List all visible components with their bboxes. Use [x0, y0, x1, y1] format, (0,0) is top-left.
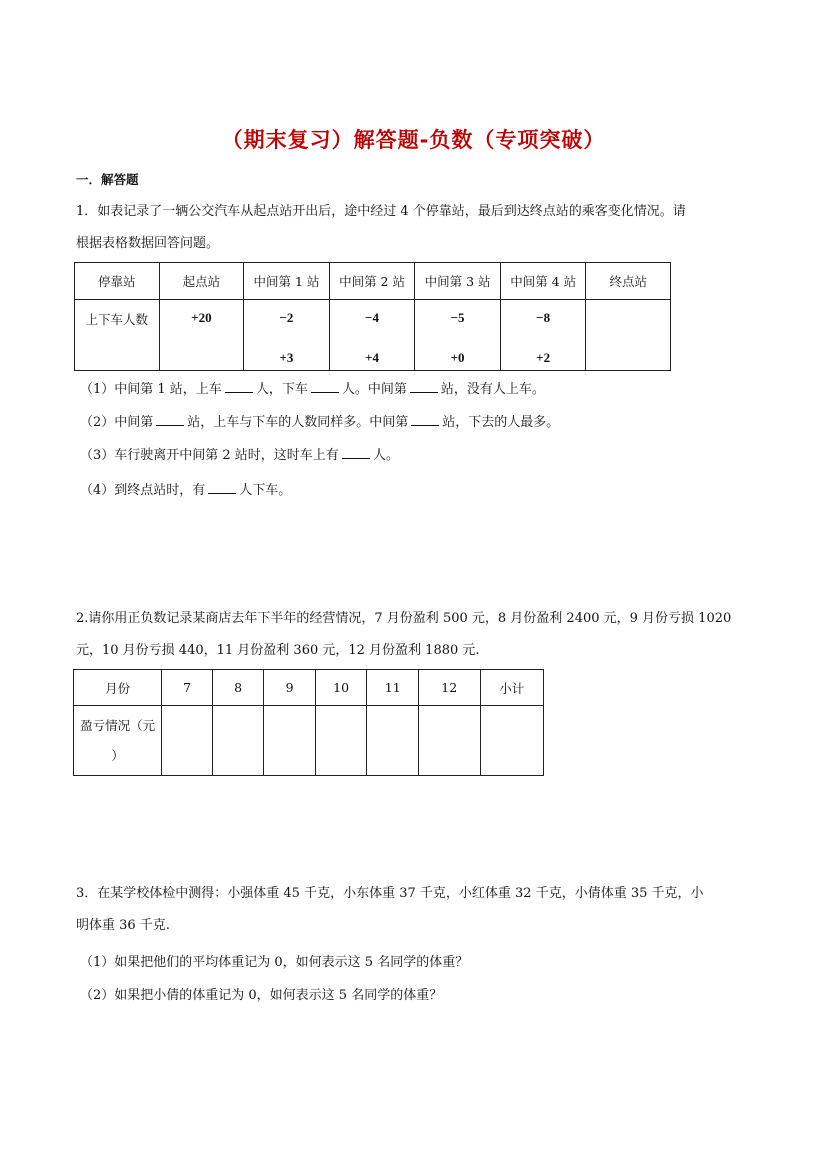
answer-blank[interactable]	[410, 380, 438, 393]
page-title: （期末复习）解答题-负数（专项突破）	[221, 128, 606, 152]
q2-text-line2: 元，10 月份亏损 440，11 月份盈利 360 元，12 月份盈利 1880 元.	[76, 643, 480, 658]
q1-sub2	[80, 411, 559, 430]
answer-blank[interactable]	[411, 413, 439, 426]
answer-blank[interactable]	[342, 446, 370, 459]
q1-station-cell	[244, 300, 330, 371]
q1-sub4-text: 人下车。	[239, 483, 292, 498]
q2-header-cell: 12	[419, 670, 480, 706]
q1-sub1-text: 人，下车	[255, 382, 308, 397]
q2-text-line1: 2.请你用正负数记录某商店去年下半年的经营情况，7 月份盈利 500 元，8 月份盈利 2400 元，9 月份亏损 1020	[76, 611, 732, 626]
q1-header-cell: 停靠站	[75, 263, 160, 300]
q1-station-cell	[329, 300, 415, 371]
q1-sub2-text: 站，上车与下车的人数同样多。中间第	[187, 415, 409, 430]
q2-answer-cell[interactable]	[419, 706, 480, 776]
section-heading: 一．解答题	[76, 172, 139, 187]
answer-blank[interactable]	[225, 380, 253, 393]
q3-text	[76, 878, 766, 942]
answer-blank[interactable]	[156, 413, 184, 426]
q2-header-cell: 7	[162, 670, 213, 706]
q2-answer-cell[interactable]	[212, 706, 264, 776]
q3-sub2: （2）如果把小倩的体重记为 0，如何表示这 5 名同学的体重？	[80, 988, 443, 1003]
q1-station-cell	[500, 300, 586, 371]
q1-station-down: −4	[365, 310, 379, 325]
q2-row-label-line2: ）	[111, 747, 124, 763]
q1-sub1-text: （1）中间第 1 站，上车	[80, 382, 222, 397]
q2-table-header-row	[74, 670, 544, 706]
q2-table-data-row	[74, 706, 544, 776]
q1-station-down: −8	[536, 310, 551, 325]
q1-header-cell: 中间第 4 站	[500, 263, 586, 300]
q1-header-cell: 起点站	[159, 263, 244, 300]
q2-answer-cell[interactable]	[315, 706, 367, 776]
q2-header-cell: 月份	[74, 670, 162, 706]
q1-station-up: +4	[365, 350, 379, 365]
q1-text	[76, 196, 766, 260]
q1-sub3	[80, 444, 399, 463]
q2-header-cell: 11	[367, 670, 419, 706]
q1-sub2-text: （2）中间第	[80, 415, 154, 430]
q3-sub1: （1）如果把他们的平均体重记为 0，如何表示这 5 名同学的体重？	[80, 955, 469, 970]
q2-answer-cell[interactable]	[162, 706, 213, 776]
q1-sub2-text: 站，下去的人最多。	[442, 415, 560, 430]
q1-station-up: +3	[279, 350, 294, 365]
q2-table	[73, 669, 544, 776]
q1-station-down: −5	[450, 310, 465, 325]
q1-header-cell: 终点站	[586, 263, 671, 300]
q1-station-up: +2	[536, 350, 551, 365]
q2-row-label-line1: 盈亏情况（元	[80, 717, 156, 733]
q1-sub3-text: 人。	[372, 448, 399, 463]
q1-station-cell	[415, 300, 501, 371]
q1-text-line2: 根据表格数据回答问题。	[76, 236, 220, 251]
q3-text-line1: 3．在某学校体检中测得：小强体重 45 千克，小东体重 37 千克，小红体重 32 千克，小倩体重 35 千克，小	[76, 886, 704, 901]
q2-answer-cell[interactable]	[264, 706, 316, 776]
q1-sub1	[80, 378, 545, 397]
q1-station-up: +0	[450, 350, 465, 365]
q1-end-cell	[586, 300, 671, 371]
q1-sub1-text: 人。中间第	[341, 382, 407, 397]
q1-table	[74, 262, 671, 371]
q1-table-header-row	[75, 263, 671, 300]
q3-text-line2: 明体重 36 千克.	[76, 918, 170, 933]
q1-header-cell: 中间第 2 站	[329, 263, 415, 300]
q1-text-line1: 1．如表记录了一辆公交汽车从起点站开出后，途中经过 4 个停靠站，最后到达终点站的乘客变化情况。请	[76, 204, 686, 219]
q2-answer-cell[interactable]	[367, 706, 419, 776]
q1-table-data-row	[75, 300, 671, 371]
q1-header-cell: 中间第 1 站	[244, 263, 330, 300]
q2-answer-cell[interactable]	[480, 706, 544, 776]
answer-blank[interactable]	[311, 380, 339, 393]
q2-header-cell: 10	[315, 670, 367, 706]
q1-sub3-text: （3）车行驶离开中间第 2 站时，这时车上有	[80, 448, 339, 463]
q1-sub4-text: （4）到终点站时，有	[80, 483, 206, 498]
answer-blank[interactable]	[208, 481, 236, 494]
q1-sub1-text: 站，没有人上车。	[440, 382, 545, 397]
q2-header-cell: 9	[264, 670, 316, 706]
q1-header-cell: 中间第 3 站	[415, 263, 501, 300]
q2-header-cell: 小计	[480, 670, 544, 706]
q1-station-down: −2	[279, 310, 294, 325]
q2-row-label	[74, 706, 162, 776]
q1-row-label: 上下车人数	[75, 300, 160, 371]
q1-sub4	[80, 479, 291, 498]
q2-text	[76, 603, 766, 667]
q2-header-cell: 8	[212, 670, 264, 706]
q1-start-value: +20	[159, 300, 244, 371]
